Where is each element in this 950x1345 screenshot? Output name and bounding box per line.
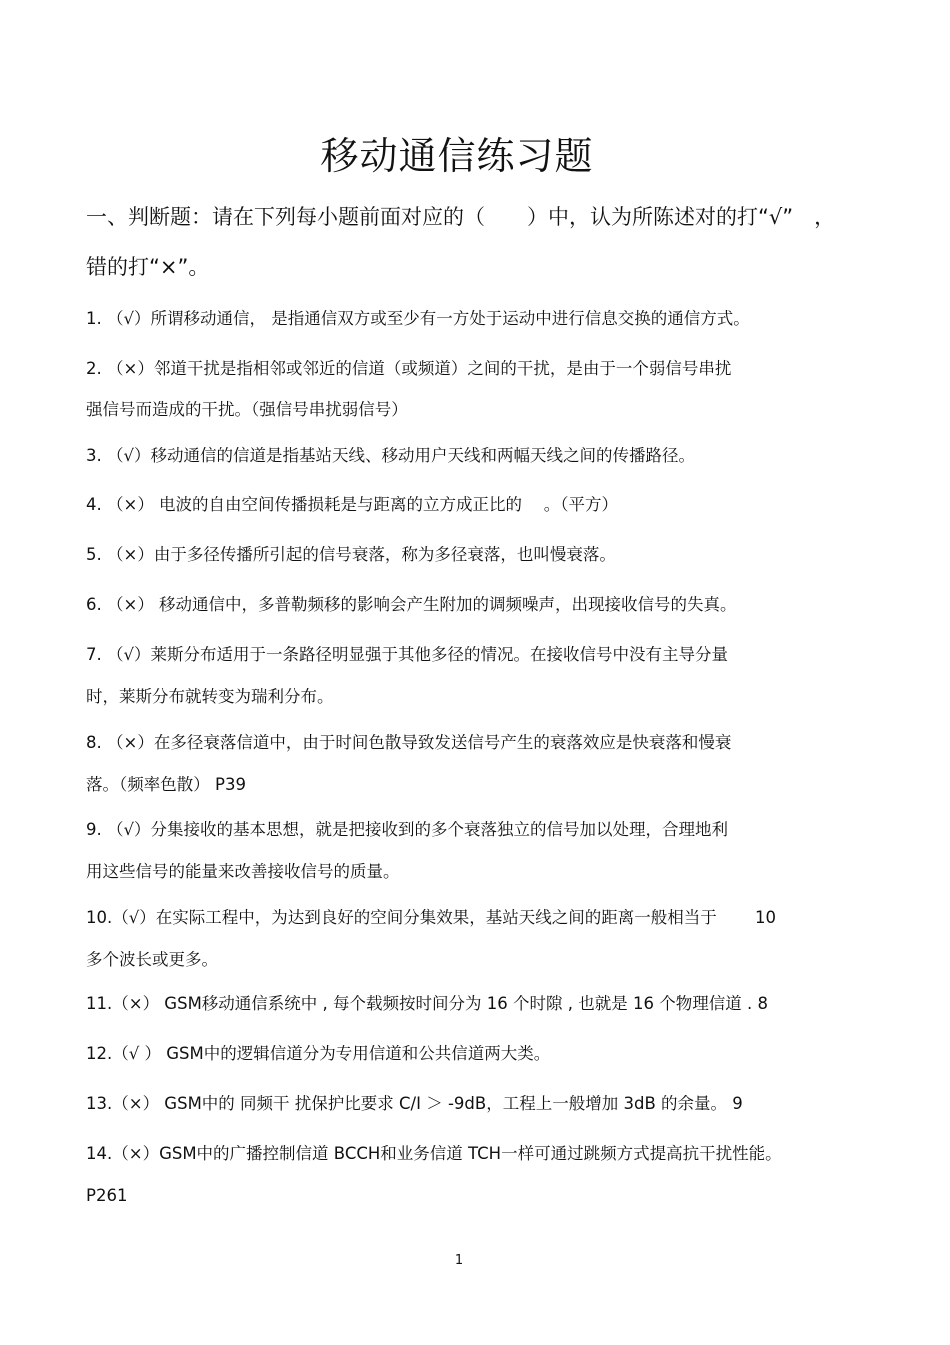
question-12: 12.（√ ） GSM中的逻辑信道分为专用信道和公共信道两大类。 (86, 1044, 551, 1063)
question-8-line-1: 8. （×）在多径衰落信道中，由于时间色散导致发送信号产生的衰落效应是快衰落和慢衰 (86, 733, 732, 752)
question-9-line-2: 用这些信号的能量来改善接收信号的质量。 (86, 862, 400, 881)
question-4: 4. （×） 电波的自由空间传播损耗是与距离的立方成正比的 。（平方） (86, 495, 619, 514)
question-9-line-1: 9. （√）分集接收的基本思想，就是把接收到的多个衰落独立的信号加以处理，合理地利 (86, 820, 729, 839)
question-1: 1. （√）所谓移动通信， 是指通信双方或至少有一方处于运动中进行信息交换的通信方式。 (86, 309, 750, 328)
question-14-line-1: 14.（×）GSM中的广播控制信道 BCCH和业务信道 TCH一样可通过跳频方式提高抗干扰性能。 (86, 1144, 782, 1163)
question-13: 13.（×） GSM中的 同频干 扰保护比要求 C/I ＞ -9dB，工程上一般增加 3dB 的余量。 9 (86, 1094, 743, 1113)
page-title: 移动通信练习题 (320, 134, 594, 178)
question-3: 3. （√）移动通信的信道是指基站天线、移动用户天线和两幅天线之间的传播路径。 (86, 446, 696, 465)
section-heading-line-2: 错的打“×”。 (86, 255, 210, 279)
section-heading-line-1: 一、判断题：请在下列每小题前面对应的（ ）中，认为所陈述对的打“√” ， (86, 205, 836, 229)
question-2-line-2: 强信号而造成的干扰。（强信号串扰弱信号） (86, 400, 408, 419)
question-6: 6. （×） 移动通信中，多普勒频移的影响会产生附加的调频噪声，出现接收信号的失真。 (86, 595, 737, 614)
question-7-line-2: 时，莱斯分布就转变为瑞利分布。 (86, 687, 334, 706)
question-10-line-2: 多个波长或更多。 (86, 950, 218, 969)
page-number: 1 (454, 1253, 464, 1268)
question-7-line-1: 7. （√）莱斯分布适用于一条路径明显强于其他多径的情况。在接收信号中没有主导分量 (86, 645, 729, 664)
question-5: 5. （×）由于多径传播所引起的信号衰落，称为多径衰落，也叫慢衰落。 (86, 545, 616, 564)
question-10-line-1: 10.（√）在实际工程中，为达到良好的空间分集效果，基站天线之间的距离一般相当于 10 (86, 908, 776, 927)
question-8-line-2: 落。（频率色散） P39 (86, 775, 246, 794)
question-11: 11.（×） GSM移动通信系统中 , 每个载频按时间分为 16 个时隙 , 也就是 16 个物理信道 . 8 (86, 994, 768, 1013)
question-14-line-2: P261 (86, 1186, 128, 1205)
question-2-line-1: 2. （×）邻道干扰是指相邻或邻近的信道（或频道）之间的干扰，是由于一个弱信号串扰 (86, 359, 732, 378)
